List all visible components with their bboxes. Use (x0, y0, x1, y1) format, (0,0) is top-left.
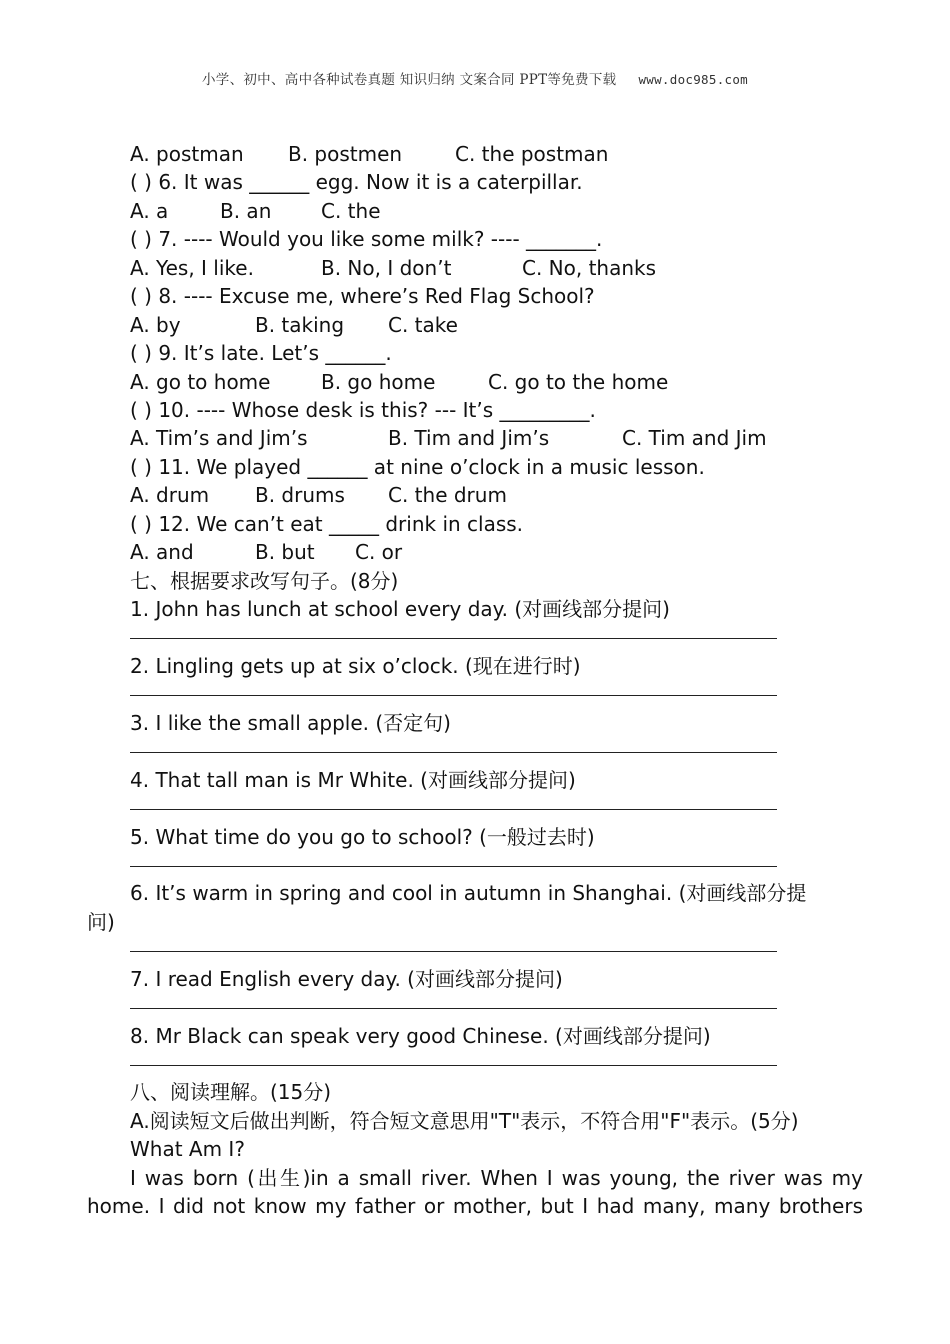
option-a: A. Tim’s and Jim’s (130, 426, 308, 451)
answer-line[interactable] (0, 993, 950, 1021)
option-b: B. taking (255, 312, 345, 337)
option-c: C. take (388, 312, 458, 337)
question-options (0, 254, 950, 282)
option-c: C. No, thanks (522, 255, 657, 280)
option-b: B. postmen (288, 142, 403, 166)
question-options (0, 538, 950, 566)
option-b: B. No, I don’t (321, 255, 452, 280)
section-7-title: 七、根据要求改写句子。(8分) (130, 568, 399, 593)
header-text: 小学、初中、高中各种试卷真题 知识归纳 文案合同 PPT等免费下载 (201, 72, 617, 88)
option-a: A. drum (130, 483, 210, 508)
option-b: B. go home (321, 369, 436, 394)
question-stem: ( ) 10. ---- Whose desk is this? --- It’s _________. (130, 397, 596, 422)
rewrite-item-continued: 问) (87, 909, 115, 934)
option-c: C. go to the home (488, 369, 669, 394)
rewrite-item: 5. What time do you go to school? (一般过去时) (130, 824, 595, 849)
rewrite-item: 4. That tall man is Mr White. (对画线部分提问) (130, 767, 576, 792)
option-c: C. Tim and Jim (622, 426, 767, 451)
option-b: B. drums (255, 483, 345, 508)
question-stem: ( ) 6. It was ______ egg. Now it is a caterpillar. (130, 170, 583, 195)
option-a: A. a (130, 198, 169, 223)
answer-line[interactable] (0, 1050, 950, 1078)
option-b: B. Tim and Jim’s (388, 426, 550, 451)
option-c: C. the postman (455, 142, 609, 166)
q5-options (0, 140, 950, 168)
option-c: C. the (321, 198, 381, 223)
answer-line[interactable] (0, 680, 950, 708)
question-options (0, 197, 950, 225)
section-8-title: 八、阅读理解。(15分) (130, 1080, 332, 1105)
passage-text: home. I did not know my father or mother, but I had many, many brothers (87, 1194, 863, 1219)
worksheet-content (0, 140, 950, 1221)
rewrite-item: 1. John has lunch at school every day. (对画线部分提问) (130, 597, 670, 621)
option-a: A. and (130, 540, 194, 565)
section-8-instruction: A.阅读短文后做出判断，符合短文意思用"T"表示，不符合用"F"表示。(5分) (130, 1108, 799, 1133)
answer-line[interactable] (0, 936, 950, 964)
rewrite-item: 7. I read English every day. (对画线部分提问) (130, 966, 563, 991)
option-a: A. go to home (130, 369, 271, 394)
header-url[interactable]: www.doc985.com (638, 72, 748, 87)
question-options (0, 368, 950, 396)
answer-line[interactable] (0, 737, 950, 765)
answer-line[interactable] (0, 851, 950, 879)
rewrite-item: 3. I like the small apple. (否定句) (130, 710, 451, 735)
option-b: B. an (220, 198, 272, 223)
answer-line[interactable] (0, 794, 950, 822)
option-c: C. or (355, 540, 403, 565)
option-c: C. the drum (388, 483, 507, 508)
question-stem: ( ) 7. ---- Would you like some milk? ---- _______. (130, 227, 603, 252)
rewrite-item: 2. Lingling gets up at six o’clock. (现在进行时) (130, 653, 581, 678)
rewrite-item: 8. Mr Black can speak very good Chinese. (对画线部分提问) (130, 1023, 711, 1048)
question-options (0, 424, 950, 452)
option-a: A. Yes, I like. (130, 255, 254, 280)
page-header (0, 68, 950, 88)
passage-text: I was born (出生)in a small river. When I was young, the river was my (130, 1165, 863, 1190)
question-stem: ( ) 11. We played ______ at nine o’clock in a music lesson. (130, 454, 705, 479)
option-a: A. by (130, 312, 181, 337)
rewrite-item: 6. It’s warm in spring and cool in autumn in Shanghai. (对画线部分提 (130, 881, 807, 906)
option-b: B. but (255, 540, 315, 565)
answer-line[interactable] (0, 623, 950, 651)
question-stem: ( ) 8. ---- Excuse me, where’s Red Flag School? (130, 284, 595, 309)
question-stem: ( ) 12. We can’t eat _____ drink in class. (130, 511, 524, 536)
question-stem: ( ) 9. It’s late. Let’s ______. (130, 341, 392, 366)
passage-title: What Am I? (130, 1137, 245, 1162)
option-a: A. postman (130, 142, 244, 166)
question-options (0, 481, 950, 509)
question-options (0, 311, 950, 339)
